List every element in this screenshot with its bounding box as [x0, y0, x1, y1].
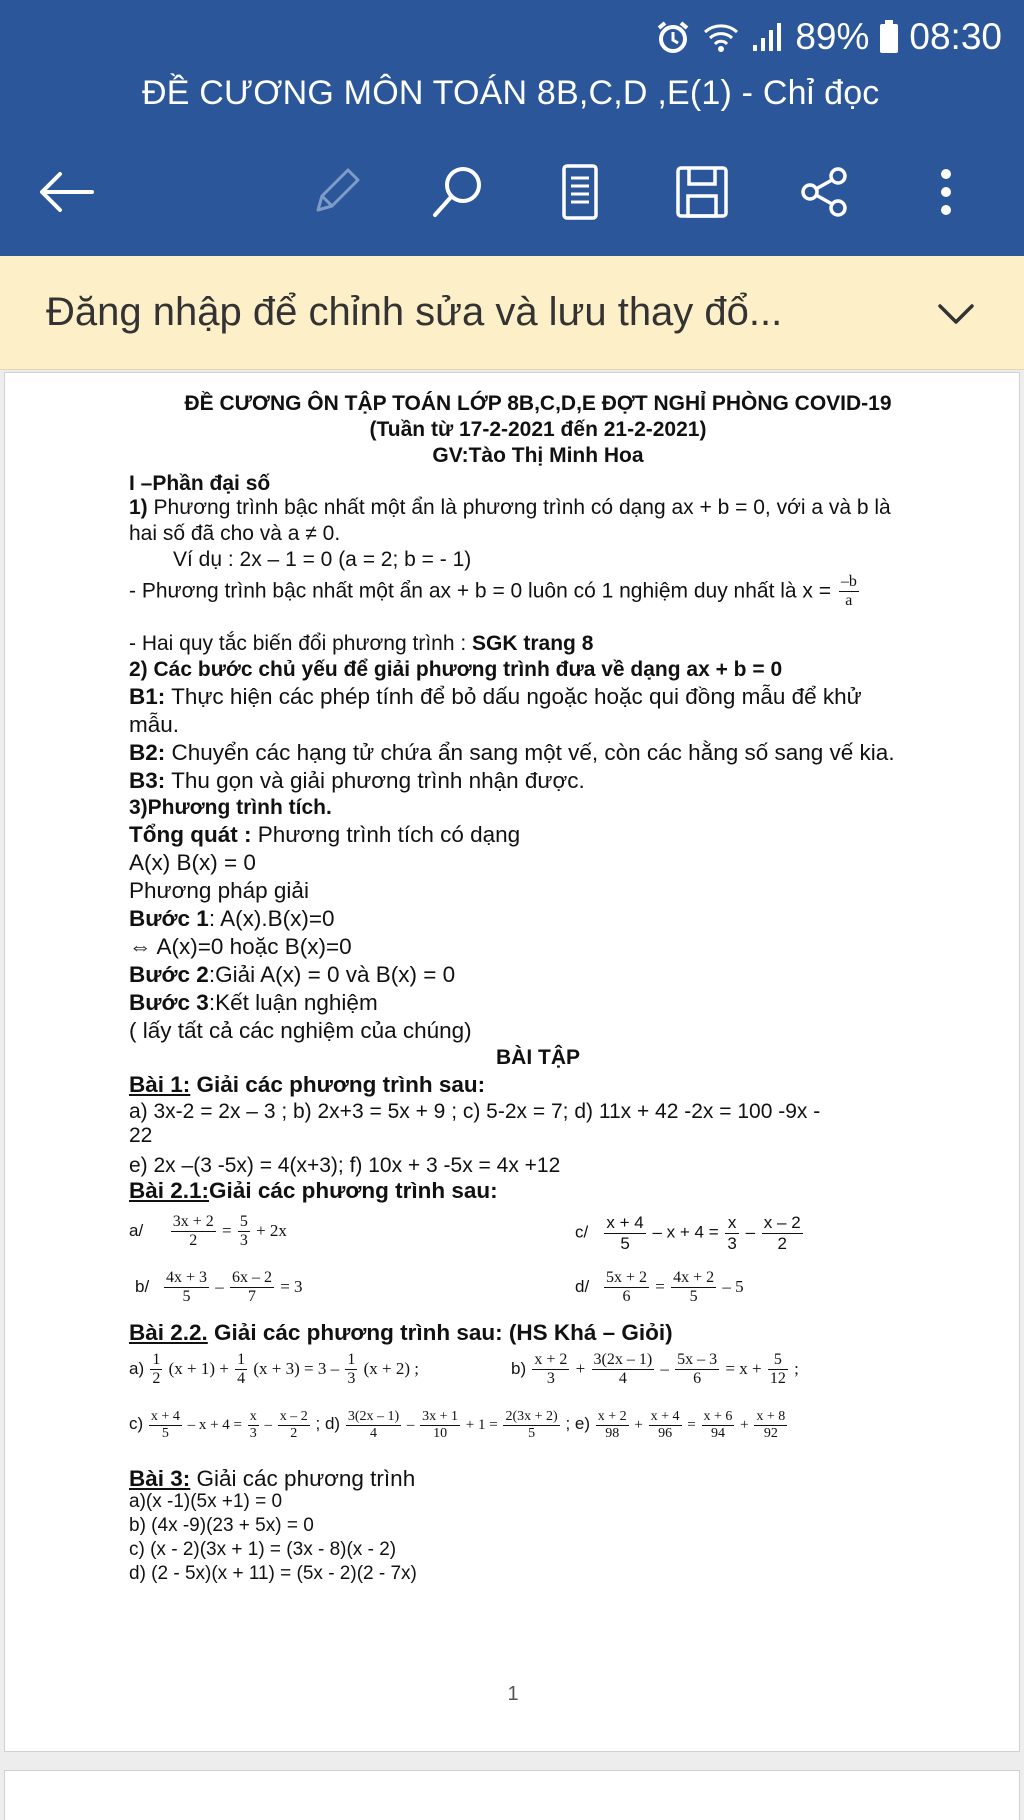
equivalence-line: ⇔ A(x)=0 hoặc B(x)=0: [129, 934, 352, 959]
clock-time: 08:30: [909, 16, 1002, 57]
bai-1-heading: Bài 1: Giải các phương trình sau:: [129, 1072, 486, 1097]
doc-subtitle: (Tuần từ 17-2-2021 đến 21-2-2021): [369, 418, 707, 441]
bai-3-c: c) (x - 2)(3x + 1) = (3x - 8)(x - 2): [129, 1539, 397, 1560]
sign-in-banner[interactable]: [0, 256, 1024, 370]
back-button[interactable]: [28, 154, 104, 230]
section-3-heading: 3)Phương trình tích.: [129, 796, 332, 819]
search-icon: [429, 163, 487, 221]
eq-2-1-a: a/ $\frac{3x + 2}{2}$ = $\frac{5}{3}$ + 2x: [129, 1213, 287, 1250]
all-roots-line: ( lấy tất cả các nghiệm của chúng): [129, 1018, 472, 1043]
app-bar: [0, 0, 1024, 256]
bai-1-line-2: 22: [129, 1124, 153, 1147]
b1-line-1: B1: Thực hiện các phép tính để bỏ dấu ngoặc hoặc qui đồng mẫu để khử: [129, 684, 862, 709]
expand-banner-button[interactable]: [928, 286, 984, 342]
general-line: Tổng quát : Phương trình tích có dạng: [129, 822, 521, 847]
more-options-button[interactable]: [908, 154, 984, 230]
battery-icon: [879, 20, 899, 54]
section-2-heading: 2) Các bước chủ yếu để giải phương trình đưa về dạng ax + b = 0: [129, 658, 783, 681]
bai-3-heading: Bài 3: Giải các phương trình: [129, 1466, 416, 1491]
b2-line: B2: Chuyển các hạng tử chứa ẩn sang một vế, còn các hằng số sang vế kia.: [129, 740, 895, 765]
document-title: ĐỀ CƯƠNG MÔN TOÁN 8B,C,D ,E(1) - Chỉ đọc: [142, 74, 880, 112]
product-form: A(x) B(x) = 0: [129, 850, 256, 875]
bai-3-b: b) (4x -9)(23 + 5x) = 0: [129, 1515, 314, 1536]
next-page[interactable]: [4, 1770, 1020, 1820]
b1-line-2: mẫu.: [129, 712, 180, 737]
edit-button[interactable]: [298, 154, 374, 230]
reading-view-button[interactable]: [542, 154, 618, 230]
eq-2-1-b: b/ $\frac{4x + 3}{5}$ – $\frac{6x - 2}{7}$ = 3: [135, 1269, 303, 1306]
wifi-icon: [701, 20, 741, 54]
battery-percent: 89%: [795, 16, 870, 57]
eq-2-1-c: c/ $\frac{x + 4}{5}$ – x + 4 = $\frac{x}{3}$ – $\frac{x - 2}{2}$: [575, 1213, 801, 1253]
bai-1-line-1: a) 3x-2 = 2x – 3 ; b) 2x+3 = 5x + 9 ; c) 5-2x = 7; d) 11x + 42 -2x = 100 -9x -: [129, 1100, 821, 1123]
step-3-line: Bước 3:Kết luận nghiệm: [129, 990, 378, 1015]
bai-3-a: a)(x -1)(5x +1) = 0: [129, 1491, 283, 1512]
arrow-left-icon: [36, 170, 96, 214]
part-heading: I –Phần đại số: [129, 472, 271, 495]
share-icon: [796, 164, 852, 220]
share-button[interactable]: [786, 154, 862, 230]
step-2-line: Bước 2:Giải A(x) = 0 và B(x) = 0: [129, 962, 456, 987]
method-line: Phương pháp giải: [129, 878, 309, 903]
step-1-line: Bước 1: A(x).B(x)=0: [129, 906, 335, 931]
eq-2-2-a: a) $\frac{1}{2}$ (x + 1) + $\frac{1}{4}$ (x + 3) = 3 – $\frac{1}{3}$ (x + 2) ;: [129, 1351, 420, 1388]
alarm-icon: [655, 19, 691, 55]
bai-2-1-heading: Bài 2.1:Giải các phương trình sau:: [129, 1178, 498, 1203]
eq-2-2-cde: c) $\frac{x + 4}{5}$ – x + 4 = $\frac{x}{3}$ – $\frac{x - 2}{2}$ ; d) $\frac{3(2x - 1)}{4}$ – $\frac{3x + 1}{10}$ + 1 = $\frac{2(3x + 2)}{5}$ ; e) $\frac{x + 2}{98}$ + $\frac{x + 4}{96}$ = $\frac{x + 6}{94}$ + $\frac{x + 8}{92}$: [129, 1409, 786, 1442]
eq-2-2-b: b) $\frac{x + 2}{3}$ + $\frac{3(2x - 1)}{4}$ – $\frac{5x - 3}{6}$ = x + $\frac{5}{12}$ ;: [511, 1351, 799, 1388]
toolbar: [0, 154, 1024, 234]
save-button[interactable]: [664, 154, 740, 230]
mobile-view-icon: [558, 163, 602, 221]
pencil-icon: [308, 164, 364, 220]
more-vertical-icon: [936, 164, 956, 220]
doc-heading: ĐỀ CƯƠNG ÔN TẬP TOÁN LỚP 8B,C,D,E ĐỢT NGHỈ PHÒNG COVID-19: [184, 392, 892, 415]
b3-line: B3: Thu gọn và giải phương trình nhận được.: [129, 768, 585, 793]
chevron-down-icon: [936, 302, 976, 326]
signal-icon: [751, 21, 785, 53]
example-line: Ví dụ : 2x – 1 = 0 (a = 2; b = - 1): [173, 548, 472, 571]
eq-2-1-d: d/ $\frac{5x + 2}{6}$ = $\frac{4x + 2}{5}$ – 5: [575, 1269, 744, 1306]
doc-teacher: GV:Tào Thị Minh Hoa: [432, 444, 644, 467]
bai-1-line-3: e) 2x –(3 -5x) = 4(x+3); f) 10x + 3 -5x = 4x +12: [129, 1154, 561, 1177]
status-bar: [655, 14, 1002, 60]
search-button[interactable]: [420, 154, 496, 230]
rules-line: - Hai quy tắc biến đổi phương trình : SGK trang 8: [129, 632, 594, 655]
unique-solution-line: - Phương trình bậc nhất một ẩn ax + b = 0 luôn có 1 nghiệm duy nhất là x = $\frac{-b}{a}$: [129, 573, 857, 610]
page-number: 1: [507, 1683, 519, 1705]
section-1-line-1: 1) Phương trình bậc nhất một ẩn là phương trình có dạng ax + b = 0, với a và b là: [129, 496, 891, 519]
bai-2-2-heading: Bài 2.2. Giải các phương trình sau: (HS Khá – Giỏi): [129, 1320, 673, 1345]
document-page[interactable]: [4, 372, 1020, 1752]
section-1-line-2: hai số đã cho và a ≠ 0.: [129, 522, 341, 545]
exercises-heading: BÀI TẬP: [496, 1046, 580, 1069]
bai-3-d: d) (2 - 5x)(x + 11) = (5x - 2)(2 - 7x): [129, 1563, 417, 1584]
save-icon: [674, 164, 730, 220]
banner-text: Đăng nhập để chỉnh sửa và lưu thay đổ...: [46, 290, 783, 334]
